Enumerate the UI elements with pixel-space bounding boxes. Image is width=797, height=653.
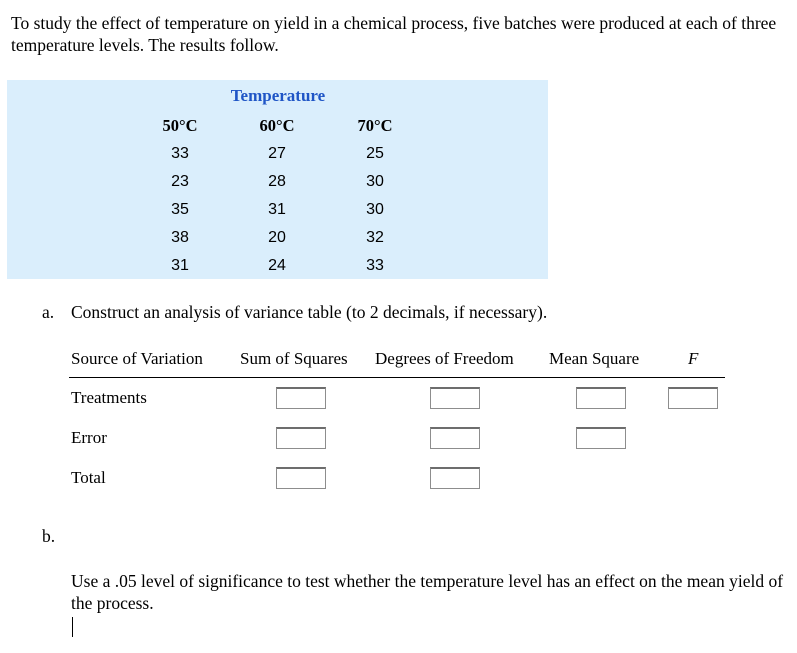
part-a-question: Construct an analysis of variance table (to 2 decimals, if necessary). <box>71 302 548 322</box>
table-cell: 24 <box>268 257 286 274</box>
treatments-ms-input[interactable] <box>576 387 626 409</box>
table-cell: 31 <box>171 257 189 274</box>
text-cursor[interactable] <box>72 617 73 637</box>
part-b-label: b. <box>42 526 56 546</box>
total-df-input[interactable] <box>430 467 480 489</box>
table-cell: 35 <box>171 201 189 218</box>
table-cell: 23 <box>171 173 189 190</box>
column-header: 50°C <box>162 116 198 135</box>
table-cell: 20 <box>268 229 286 246</box>
error-df-input[interactable] <box>430 427 480 449</box>
table-cell: 38 <box>171 229 189 246</box>
column-header: 60°C <box>259 116 295 135</box>
treatments-df-input[interactable] <box>430 387 480 409</box>
part-a-label: a. <box>42 302 55 322</box>
header-sum-of-squares: Sum of Squares <box>240 349 348 368</box>
table-title: Temperature <box>230 86 326 105</box>
treatments-ss-input[interactable] <box>276 387 326 409</box>
table-cell: 33 <box>366 257 384 274</box>
error-ms-input[interactable] <box>576 427 626 449</box>
table-cell: 33 <box>171 145 189 162</box>
total-ss-input[interactable] <box>276 467 326 489</box>
table-cell: 32 <box>366 229 384 246</box>
header-mean-square: Mean Square <box>549 349 640 368</box>
table-cell: 30 <box>366 173 384 190</box>
error-ss-input[interactable] <box>276 427 326 449</box>
table-cell: 31 <box>268 201 286 218</box>
row-label-total: Total <box>71 468 106 487</box>
treatments-f-input[interactable] <box>668 387 718 409</box>
column-50c <box>140 112 220 280</box>
column-header: 70°C <box>357 116 393 135</box>
column-60c <box>237 112 317 280</box>
table-cell: 25 <box>366 145 384 162</box>
header-divider <box>69 377 725 378</box>
row-label-treatments: Treatments <box>71 388 147 407</box>
row-label-error: Error <box>71 428 107 447</box>
table-cell: 27 <box>268 145 286 162</box>
header-f: F <box>688 349 699 368</box>
header-source: Source of Variation <box>71 349 203 368</box>
table-cell: 28 <box>268 173 286 190</box>
header-degrees-of-freedom: Degrees of Freedom <box>375 349 514 368</box>
problem-intro: To study the effect of temperature on yield in a chemical process, five batches were produced at each of three temperature levels. The results follow. <box>11 13 777 55</box>
column-70c <box>335 112 415 280</box>
table-cell: 30 <box>366 201 384 218</box>
part-b-question: Use a .05 level of significance to test whether the temperature level has an effect on the mean yield of the process. <box>71 571 784 613</box>
